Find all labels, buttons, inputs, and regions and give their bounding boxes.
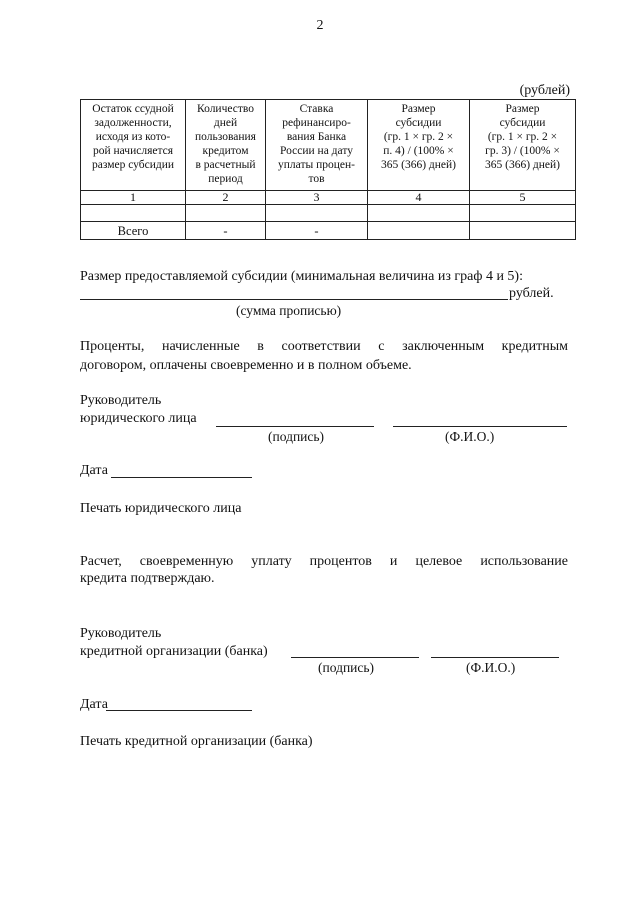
header-line: Размер <box>401 103 436 115</box>
table-cell <box>470 205 576 222</box>
header-cell <box>266 100 368 191</box>
column-number: 4 <box>368 191 470 205</box>
header-lines <box>188 102 263 186</box>
total-cell <box>470 222 576 240</box>
column-number: 1 <box>81 191 186 205</box>
header-line: задолженности, <box>94 117 172 129</box>
header-line: субсидии <box>499 117 546 129</box>
table-cell <box>186 205 266 222</box>
bank-title-line1: Руководитель <box>80 626 162 641</box>
legal-entity-name-caption: (Ф.И.О.) <box>445 429 495 444</box>
header-line: России на дату <box>280 145 353 157</box>
header-line: период <box>208 173 243 185</box>
legal-entity-name-line <box>393 426 567 427</box>
table-cell <box>266 205 368 222</box>
bank-title-line2: кредитной организации (банка) <box>80 644 268 659</box>
subsidy-amount-line <box>80 299 508 300</box>
header-line: уплаты процен- <box>278 159 355 171</box>
date-label: Дата <box>80 463 108 478</box>
column-number-row <box>81 191 576 205</box>
total-cell: - <box>186 222 266 240</box>
header-line: Размер <box>505 103 540 115</box>
header-lines <box>83 102 183 172</box>
bank-name-caption: (Ф.И.О.) <box>466 660 516 675</box>
subsidy-label: Размер предоставляемой субсидии (минимальная величина из граф 4 и 5): <box>80 269 523 284</box>
header-line: 365 (366) дней) <box>380 159 456 171</box>
interest-statement-line1: Проценты, начисленные в соответствии с заключенным кредитным <box>80 339 568 354</box>
total-cell <box>368 222 470 240</box>
header-line: дней <box>213 117 238 129</box>
header-lines <box>472 102 573 172</box>
header-cell <box>81 100 186 191</box>
header-line: субсидии <box>395 117 442 129</box>
subsidy-currency: рублей. <box>509 286 554 301</box>
header-line: размер субсидии <box>91 159 175 171</box>
bank-signature-caption: (подпись) <box>318 660 375 675</box>
table-units: (рублей) <box>519 83 570 98</box>
header-line: 365 (366) дней) <box>484 159 560 171</box>
table-row <box>81 205 576 222</box>
bank-signature-line <box>291 657 419 658</box>
date-line <box>106 710 252 711</box>
column-number: 3 <box>266 191 368 205</box>
column-number: 2 <box>186 191 266 205</box>
header-line: вания Банка <box>286 131 347 143</box>
header-line: пользования <box>195 131 256 143</box>
column-number: 5 <box>470 191 576 205</box>
header-line: Остаток ссудной <box>92 103 174 115</box>
page-number: 2 <box>316 18 324 33</box>
header-line: (гр. 1 × гр. 2 × <box>383 131 454 143</box>
header-line: (гр. 1 × гр. 2 × <box>487 131 558 143</box>
legal-entity-signature-caption: (подпись) <box>268 429 325 444</box>
header-line: в расчетный <box>195 159 256 171</box>
subsidy-caption: (сумма прописью) <box>236 303 342 318</box>
table-cell <box>368 205 470 222</box>
total-label: Всего <box>81 222 186 240</box>
header-cell <box>186 100 266 191</box>
legal-entity-title-line1: Руководитель <box>80 393 162 408</box>
total-cell: - <box>266 222 368 240</box>
bank-name-line <box>431 657 559 658</box>
date-line <box>111 477 252 478</box>
header-line: Количество <box>197 103 254 115</box>
date-label: Дата <box>80 697 108 712</box>
legal-entity-signature-line <box>216 426 374 427</box>
bank-seal: Печать кредитной организации (банка) <box>80 734 313 749</box>
legal-entity-title-line2: юридического лица <box>80 411 197 426</box>
legal-entity-seal: Печать юридического лица <box>80 501 242 516</box>
header-cell <box>368 100 470 191</box>
interest-statement-line2: договором, оплачены своевременно и в полном объеме. <box>80 358 412 373</box>
table-header-row <box>81 100 576 191</box>
header-cell <box>470 100 576 191</box>
header-line: рефинансиро- <box>282 117 351 129</box>
table-cell <box>81 205 186 222</box>
header-line: Ставка <box>299 103 334 115</box>
header-line: исходя из кото- <box>95 131 171 143</box>
total-row <box>81 222 576 240</box>
bank-confirm-line1: Расчет, своевременную уплату процентов и целевое использование <box>80 554 568 569</box>
bank-confirm-line2: кредита подтверждаю. <box>80 571 215 586</box>
header-lines <box>370 102 467 172</box>
header-line: гр. 3) / (100% × <box>485 145 560 157</box>
header-lines <box>268 102 365 186</box>
header-line: п. 4) / (100% × <box>383 145 454 157</box>
subsidy-calculation-table <box>80 99 576 240</box>
header-line: рой начисляется <box>92 145 174 157</box>
header-line: тов <box>308 173 325 185</box>
header-line: кредитом <box>202 145 249 157</box>
